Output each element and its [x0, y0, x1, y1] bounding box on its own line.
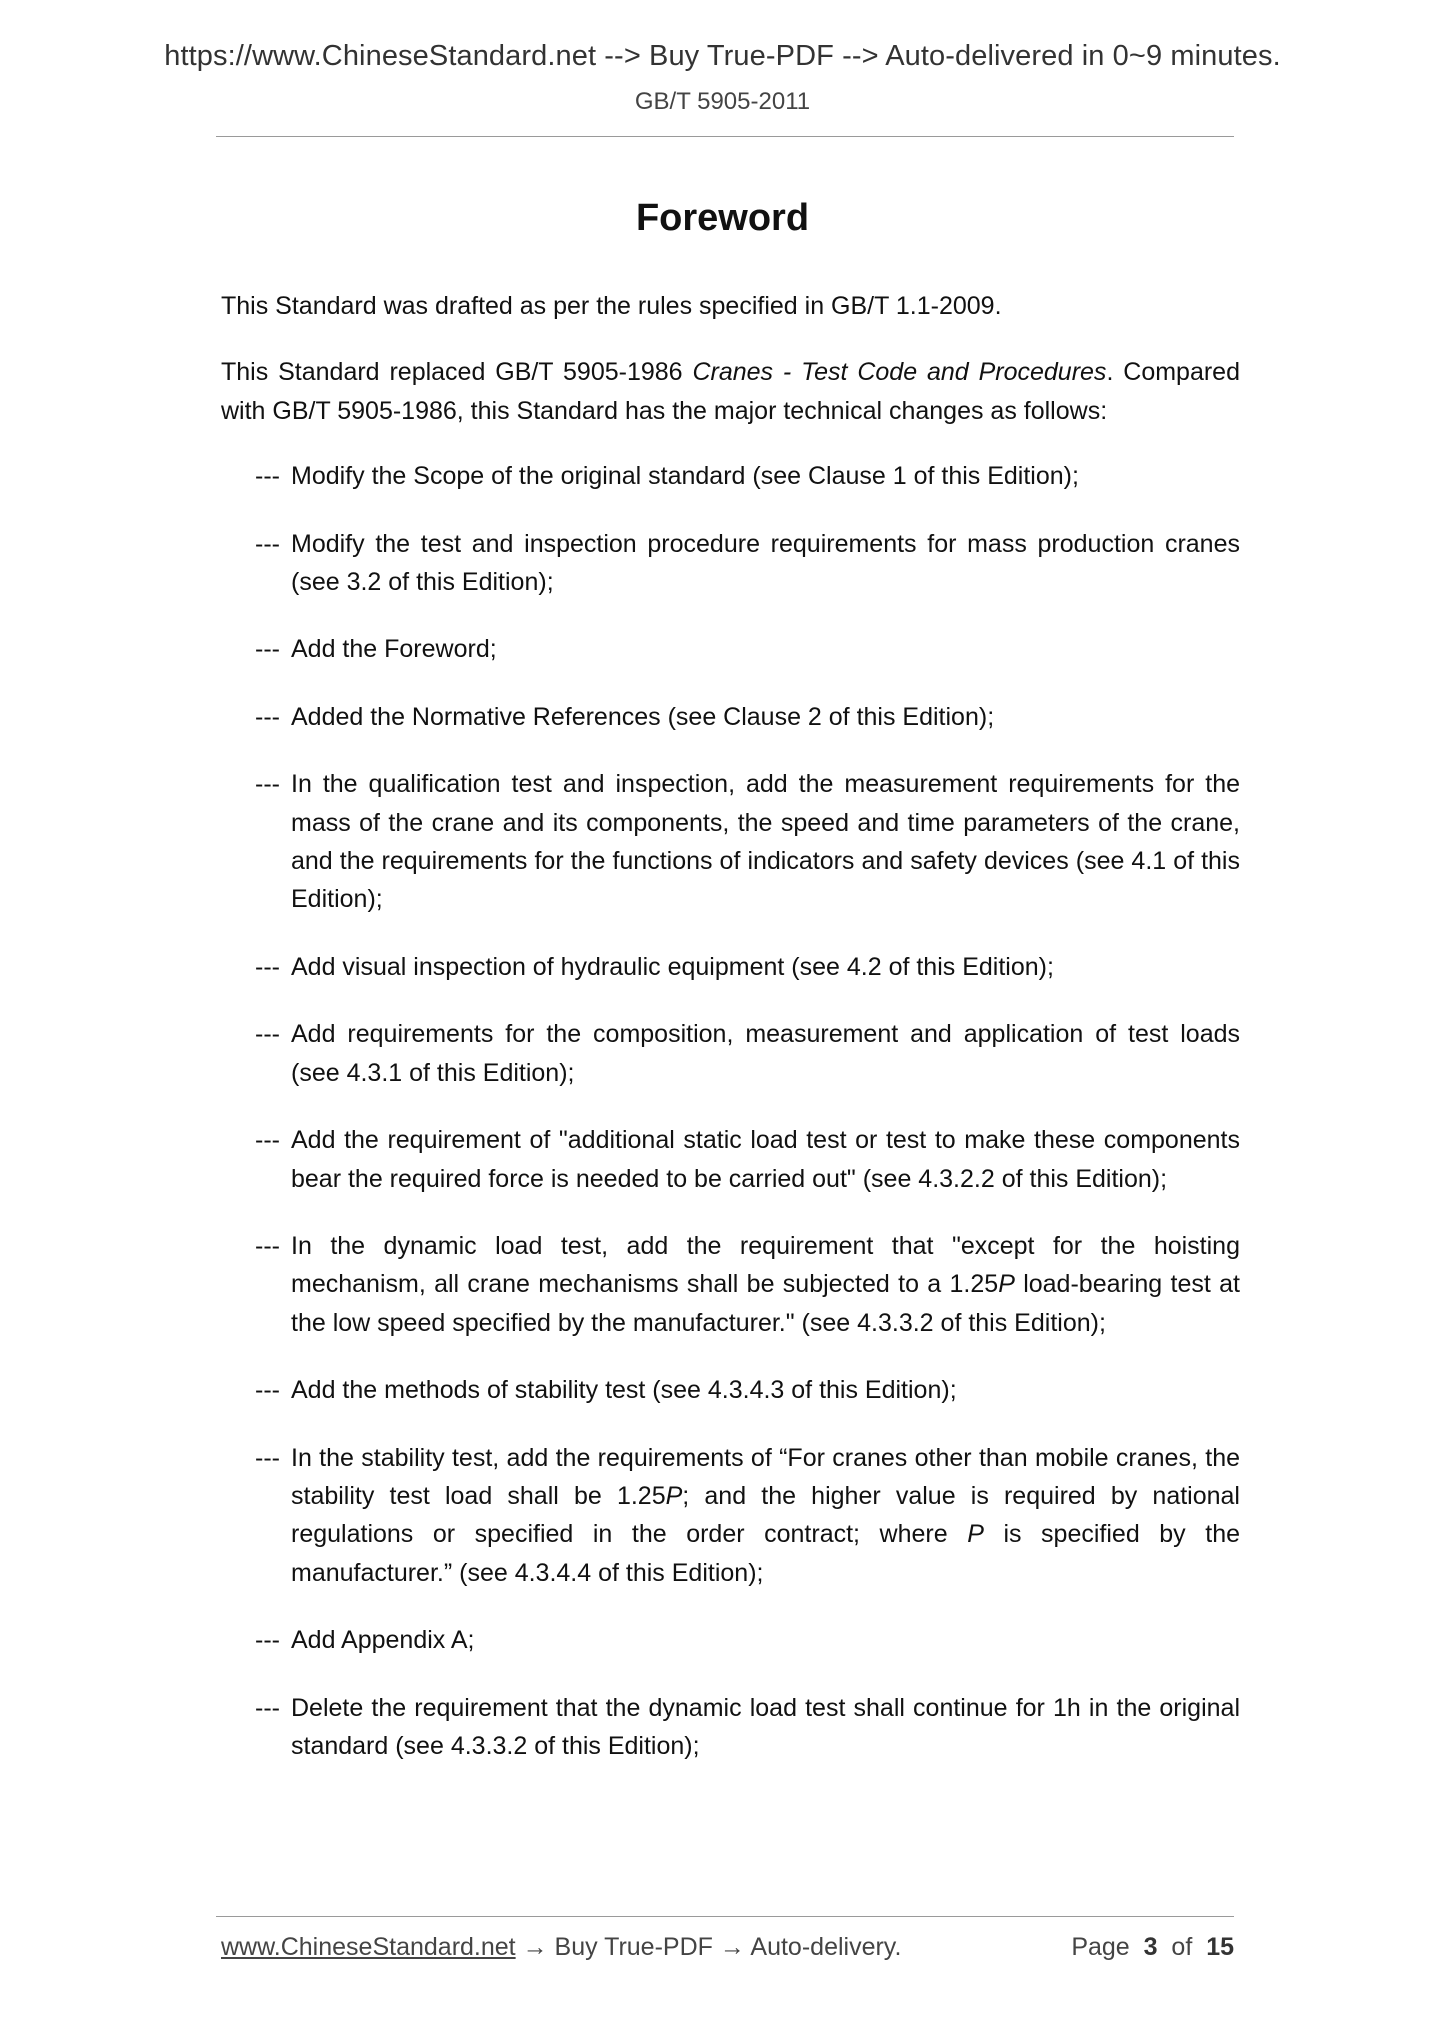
list-item	[221, 698, 1240, 736]
list-item	[221, 948, 1240, 986]
list-item-text: In the stability test, add the requirements of “For cranes other than mobile cranes, the stability test load shall be 1.25	[291, 1443, 1240, 1510]
list-item	[221, 1015, 1240, 1092]
intro-paragraph-2	[221, 353, 1240, 430]
dash-marker: ---	[255, 462, 280, 491]
dash-marker: ---	[255, 1020, 280, 1049]
dash-marker: ---	[255, 635, 280, 664]
footer-divider	[216, 1916, 1234, 1917]
dash-marker: ---	[255, 1443, 280, 1472]
of-word: of	[1171, 1933, 1193, 1961]
dash-marker: ---	[255, 1231, 280, 1260]
footer-buy-text: Buy True-PDF	[547, 1933, 720, 1961]
dash-marker: ---	[255, 702, 280, 731]
dash-marker: ---	[255, 1693, 280, 1722]
current-page: 3	[1143, 1933, 1158, 1961]
intro-text: This Standard replaced GB/T 5905-1986	[221, 358, 693, 387]
list-item-text: Add requirements for the composition, measurement and application of test loads (see 4.3.1 of this Edition);	[291, 1020, 1240, 1087]
arrow-icon: →	[719, 1933, 745, 1961]
list-item	[221, 1621, 1240, 1659]
list-item	[221, 1371, 1240, 1409]
replaced-standard-title: Cranes - Test Code and Procedures	[692, 358, 1107, 387]
intro-text: . Compared with GB/T 5905-1986, this Standard has the major technical changes as follows:	[221, 358, 1240, 425]
list-item	[221, 525, 1240, 602]
list-item	[221, 457, 1240, 495]
dash-marker: ---	[255, 952, 280, 981]
top-banner: https://www.ChineseStandard.net --> Buy True-PDF --> Auto-delivered in 0~9 minutes.	[164, 40, 1281, 72]
list-item	[221, 1689, 1240, 1766]
load-variable: P	[998, 1270, 1015, 1299]
page-indicator	[1071, 1933, 1234, 1962]
list-item-text: Delete the requirement that the dynamic load test shall continue for 1h in the original standard (see 4.3.3.2 of this Edition);	[291, 1693, 1240, 1760]
load-variable: P	[665, 1481, 683, 1510]
standard-code: GB/T 5905-2011	[634, 88, 811, 115]
list-item	[221, 1439, 1240, 1593]
load-variable: P	[967, 1520, 984, 1549]
dash-marker: ---	[255, 770, 280, 799]
dash-marker: ---	[255, 1626, 280, 1655]
page-word: Page	[1071, 1933, 1130, 1961]
page-footer	[221, 1933, 1234, 1973]
list-item-text: ; and the higher value is required by national regulations or specified in the order contract; where	[291, 1481, 1240, 1549]
page-title: Foreword	[635, 197, 810, 239]
list-item-text: Add the Foreword;	[291, 635, 497, 664]
list-item-text: Added the Normative References (see Clause 2 of this Edition);	[291, 702, 995, 731]
list-item-text: Add the requirement of "additional static load test or test to make these components bear the required force is needed to be carried out" (see 4.3.2.2 of this Edition);	[291, 1126, 1240, 1193]
list-item-text: Modify the Scope of the original standard (see Clause 1 of this Edition);	[291, 462, 1079, 491]
intro-paragraph-1: This Standard was drafted as per the rules specified in GB/T 1.1-2009.	[221, 292, 1002, 320]
footer-delivery-text: Auto-delivery.	[744, 1933, 902, 1961]
list-item-text: Add visual inspection of hydraulic equipment (see 4.2 of this Edition);	[291, 952, 1054, 981]
list-item	[221, 1121, 1240, 1198]
footer-site-link[interactable]: www.ChineseStandard.net	[221, 1933, 516, 1961]
arrow-icon: →	[522, 1933, 548, 1961]
list-item	[221, 630, 1240, 668]
list-item-text: is specified by the manufacturer.” (see 4.3.4.4 of this Edition);	[291, 1520, 1240, 1587]
header-divider	[216, 136, 1234, 137]
list-item	[221, 1227, 1240, 1342]
list-item-text: In the qualification test and inspection, add the measurement requirements for the mass of the crane and its components, the speed and time parameters of the crane, and the requirements for the functions of indicators and safety devices (see 4.1 of this Edition);	[291, 770, 1240, 914]
dash-marker: ---	[255, 529, 280, 558]
dash-marker: ---	[255, 1126, 280, 1155]
list-item-text: load-bearing test at the low speed specified by the manufacturer." (see 4.3.3.2 of this Edition);	[291, 1270, 1240, 1337]
list-item-text: Add Appendix A;	[291, 1626, 475, 1655]
list-item-text: Modify the test and inspection procedure requirements for mass production cranes (see 3.2 of this Edition);	[291, 529, 1240, 597]
list-item	[221, 765, 1240, 919]
list-item-text: In the dynamic load test, add the requirement that "except for the hoisting mechanism, all crane mechanisms shall be subjected to a 1.25	[291, 1231, 1240, 1299]
document-body	[221, 287, 1240, 1794]
dash-marker: ---	[255, 1376, 280, 1405]
list-item-text: Add the methods of stability test (see 4.3.4.3 of this Edition);	[291, 1376, 957, 1405]
total-pages: 15	[1206, 1933, 1234, 1961]
